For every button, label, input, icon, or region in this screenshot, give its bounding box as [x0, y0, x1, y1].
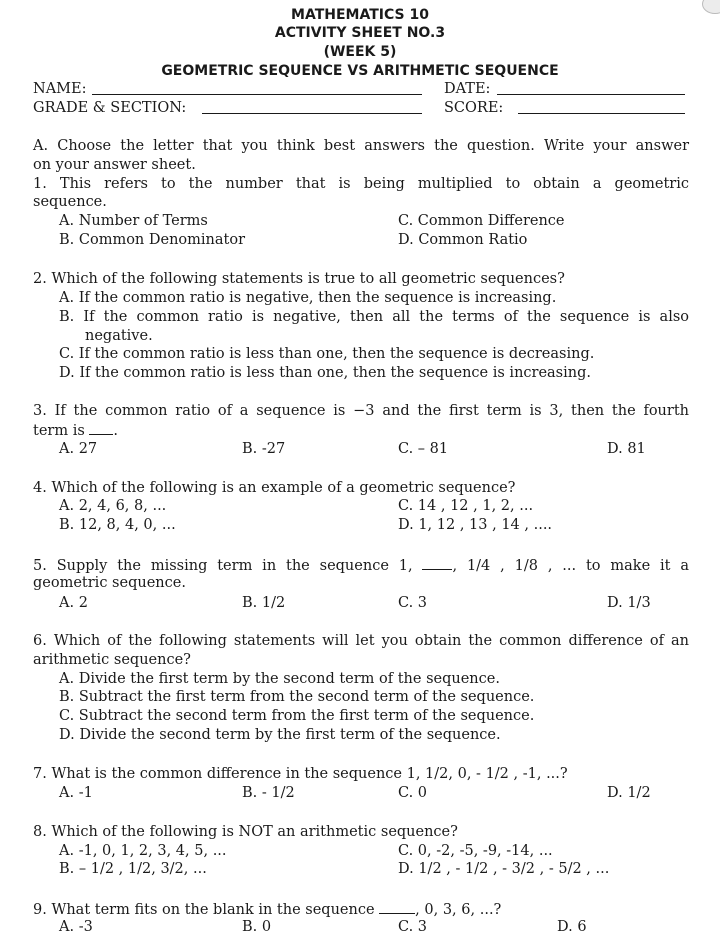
q5-choice-c: C. 3 [398, 595, 428, 611]
q3-stem-text: term is [33, 423, 85, 439]
q1-stem-line-1: 1. This refers to the number that is being multiplied to obtain a geometric [33, 176, 689, 192]
q7-stem: 7. What is the common difference in the sequence 1, 1/2, 0, - 1/2 , -1, ...? [33, 766, 568, 782]
q2-choice-c: C. If the common ratio is less than one, then the sequence is decreasing. [59, 346, 595, 362]
q9-stem [33, 900, 501, 919]
topic-title: GEOMETRIC SEQUENCE VS ARITHMETIC SEQUENCE [161, 63, 559, 79]
q3-choice-b: B. -27 [242, 441, 286, 457]
q9-choice-b: B. 0 [242, 919, 272, 935]
date-blank[interactable] [497, 81, 685, 95]
q8-choice-d: D. 1/2 , - 1/2 , - 3/2 , - 5/2 , ... [398, 861, 610, 877]
q5-stem-line-1 [33, 556, 689, 575]
q5-stem-pre: 5. Supply the missing term in the sequence 1, [33, 558, 413, 574]
q2-choice-a: A. If the common ratio is negative, then the sequence is increasing. [59, 290, 557, 306]
q2-choice-d: D. If the common ratio is less than one, then the sequence is increasing. [59, 365, 591, 381]
score-field[interactable] [444, 99, 503, 117]
name-label: NAME: [33, 81, 87, 97]
grade-blank[interactable] [202, 100, 422, 114]
q6-choice-b: B. Subtract the first term from the second term of the sequence. [59, 689, 535, 705]
q9-choice-c: C. 3 [398, 919, 428, 935]
q1-stem-line-2: sequence. [33, 194, 107, 210]
q9-answer-blank[interactable] [379, 900, 415, 914]
name-blank[interactable] [92, 81, 422, 95]
q6-stem-line-2: arithmetic sequence? [33, 652, 191, 668]
q2-choice-b-line-1: B. If the common ratio is negative, then all the terms of the sequence is also [59, 309, 689, 325]
score-blank[interactable] [518, 100, 685, 114]
grade-field[interactable] [33, 99, 186, 117]
q3-answer-blank[interactable] [89, 421, 113, 435]
q9-choice-a: A. -3 [59, 919, 93, 935]
q3-stem-line-2 [33, 421, 118, 440]
q5-choice-a: A. 2 [59, 595, 88, 611]
q1-choice-a: A. Number of Terms [59, 213, 208, 229]
q9-choice-d: D. 6 [557, 919, 587, 935]
q1-choice-d: D. Common Ratio [398, 232, 528, 248]
q8-choice-b: B. – 1/2 , 1/2, 3/2, ... [59, 861, 207, 877]
week-label: (WEEK 5) [323, 44, 397, 60]
q6-choice-c: C. Subtract the second term from the first term of the sequence. [59, 708, 535, 724]
instructions-line-2: on your answer sheet. [33, 157, 196, 173]
q6-choice-a: A. Divide the first term by the second term of the sequence. [59, 671, 500, 687]
q2-stem: 2. Which of the following statements is true to all geometric sequences? [33, 271, 565, 287]
q4-choice-b: B. 12, 8, 4, 0, ... [59, 517, 176, 533]
q2-choice-b-line-2: negative. [85, 328, 153, 344]
q4-stem: 4. Which of the following is an example of a geometric sequence? [33, 480, 516, 496]
q5-choice-d: D. 1/3 [607, 595, 651, 611]
q1-choice-c: C. Common Difference [398, 213, 565, 229]
q8-choice-a: A. -1, 0, 1, 2, 3, 4, 5, ... [59, 843, 227, 859]
date-field[interactable] [444, 80, 490, 98]
grade-label: GRADE & SECTION: [33, 100, 187, 116]
q5-choice-b: B. 1/2 [242, 595, 286, 611]
q5-stem-line-2: geometric sequence. [33, 575, 186, 591]
q6-stem-line-1: 6. Which of the following statements will let you obtain the common difference of an [33, 633, 689, 649]
q5-answer-blank[interactable] [422, 556, 452, 570]
q8-choice-c: C. 0, -2, -5, -9, -14, ... [398, 843, 553, 859]
q4-choice-a: A. 2, 4, 6, 8, ... [59, 498, 167, 514]
q9-stem-pre: 9. What term fits on the blank in the sequence [33, 902, 375, 918]
q8-stem: 8. Which of the following is NOT an arithmetic sequence? [33, 824, 458, 840]
q3-choice-c: C. – 81 [398, 441, 449, 457]
q3-stem-line-1: 3. If the common ratio of a sequence is −3 and the first term is 3, then the fourth [33, 403, 689, 419]
date-label: DATE: [444, 81, 491, 97]
name-field[interactable] [33, 80, 86, 98]
q1-choice-b: B. Common Denominator [59, 232, 246, 248]
score-label: SCORE: [444, 100, 504, 116]
q3-choice-a: A. 27 [59, 441, 98, 457]
q3-choice-d: D. 81 [607, 441, 646, 457]
q7-choice-d: D. 1/2 [607, 785, 651, 801]
q3-stem-period: . [113, 423, 118, 439]
q9-stem-post: , 0, 3, 6, ...? [415, 902, 502, 918]
q7-choice-c: C. 0 [398, 785, 428, 801]
instructions-line-1: A. Choose the letter that you think best answers the question. Write your answer [33, 138, 689, 154]
subject-title: MATHEMATICS 10 [291, 7, 429, 23]
q7-choice-b: B. - 1/2 [242, 785, 295, 801]
q5-stem-post: , 1/4 , 1/8 , ... to make it a [452, 558, 689, 574]
q6-choice-d: D. Divide the second term by the first term of the sequence. [59, 727, 501, 743]
q4-choice-d: D. 1, 12 , 13 , 14 , .... [398, 517, 553, 533]
q7-choice-a: A. -1 [59, 785, 93, 801]
activity-title: ACTIVITY SHEET NO.3 [274, 25, 446, 41]
q4-choice-c: C. 14 , 12 , 1, 2, ... [398, 498, 534, 514]
